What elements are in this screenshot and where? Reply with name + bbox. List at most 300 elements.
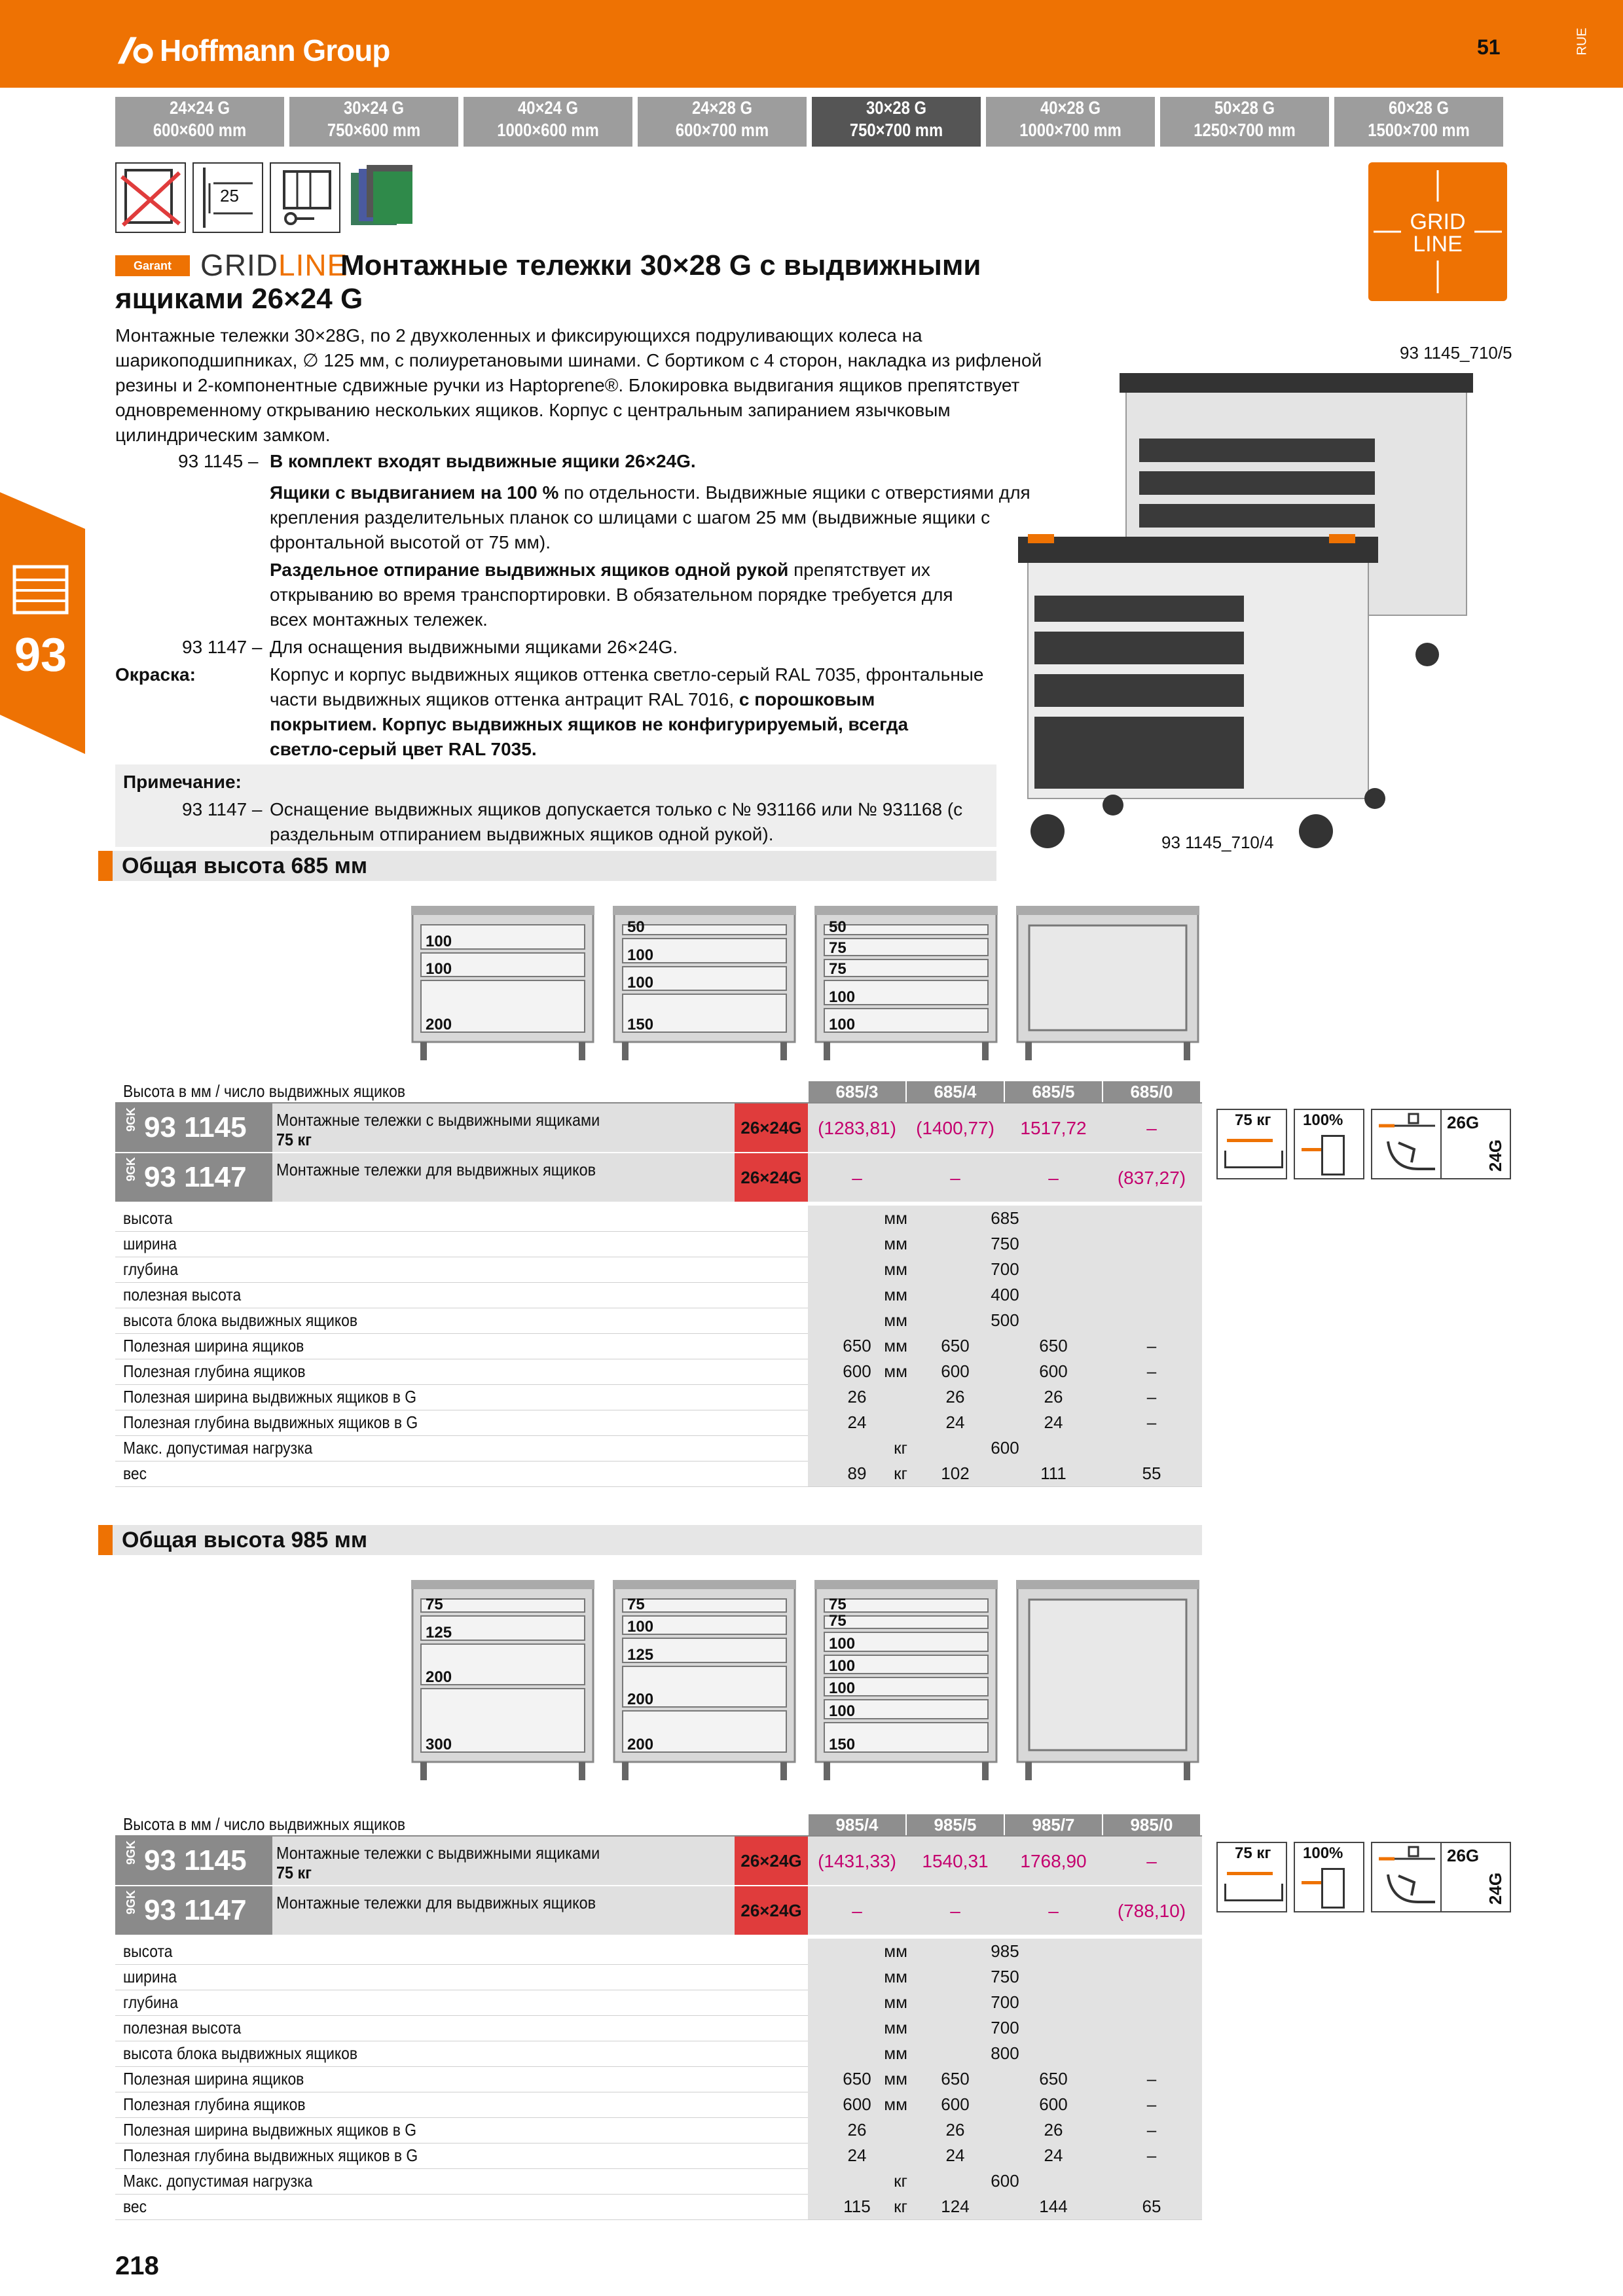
price: 1517,72	[1020, 1118, 1087, 1138]
drawer-height-label: 100	[829, 1702, 856, 1720]
spec-unit: мм	[884, 1285, 907, 1304]
spec-row	[115, 2168, 1202, 2195]
size-tab-grid: 30×24 G	[344, 98, 404, 118]
vgk-code: 9GK	[124, 1107, 138, 1132]
spec-value: 400	[991, 1285, 1019, 1304]
spec-label: высота	[123, 1941, 173, 1961]
cabinet-drawer	[622, 1595, 787, 1613]
item2-text: Для оснащения выдвижными ящиками 26×24G.	[270, 637, 678, 657]
spec-value: 600	[1039, 1361, 1068, 1381]
spec-value: 24	[847, 2145, 867, 2165]
drawer-code: 26×24G	[735, 1153, 808, 1202]
spec-value: 26	[945, 2120, 965, 2140]
chapter-number: 93	[14, 629, 67, 681]
spec-label: Макс. допустимая нагрузка	[123, 1438, 313, 1458]
price: –	[852, 1901, 862, 1921]
spec-unit: мм	[884, 1992, 907, 2012]
spec-row	[115, 1939, 1202, 1965]
description-line: одновременному открыванию нескольких ящиков. Корпус с центральным запиранием язычковым	[115, 400, 951, 420]
spec-label: глубина	[123, 1259, 179, 1279]
item1-p1-l2: крепления разделительных планок со шлицами с шагом 25 мм (выдвижные ящики с	[270, 507, 991, 528]
spec-unit: мм	[884, 1208, 907, 1228]
paint-l2	[270, 687, 875, 712]
product-row[interactable]	[115, 1103, 1202, 1153]
item2-ref: 93 1147 –	[182, 637, 263, 657]
drawer-height-label: 150	[627, 1016, 654, 1033]
product-name-l1: Монтажные тележки с выдвижными ящиками	[276, 1110, 600, 1130]
spec-label: вес	[123, 2197, 147, 2216]
drawer-height-label: 100	[426, 932, 452, 950]
drawer-code: 26×24G	[735, 1886, 808, 1935]
spec-value: 600	[991, 1438, 1019, 1458]
grid-pitch-value: 25	[220, 186, 239, 206]
spec-value: 24	[945, 1412, 965, 1432]
spec-value: 650	[941, 2069, 970, 2089]
note-l2: раздельным отпиранием выдвижных ящиков одной рукой).	[270, 824, 774, 844]
spec-value: 985	[991, 1941, 1019, 1961]
full-extension-icon	[1294, 1842, 1364, 1912]
spec-row	[115, 1333, 1202, 1359]
spec-row	[115, 2066, 1202, 2092]
gridline-logo-a: GRID	[200, 248, 278, 282]
spec-value: 650	[843, 2069, 871, 2089]
spec-value: 24	[847, 1412, 867, 1432]
drawer-height-label: 100	[627, 946, 654, 964]
cabinet-drawer	[824, 959, 989, 977]
grid-size-icon	[1440, 1109, 1511, 1179]
spec-row	[115, 2015, 1202, 2041]
vgk-code: 9GK	[124, 1840, 138, 1865]
gridline-logo-b: LINE	[278, 248, 348, 282]
spec-label: Макс. допустимая нагрузка	[123, 2171, 313, 2191]
spec-row	[115, 1257, 1202, 1283]
load-value: 75 кг	[1235, 1111, 1271, 1129]
cabinet-drawer	[824, 1615, 989, 1630]
spec-label: Полезная глубина выдвижных ящиков в G	[123, 2145, 418, 2165]
spec-label: Полезная глубина ящиков	[123, 2094, 306, 2114]
description-line: Монтажные тележки 30×28G, по 2 двухколенных и фиксирующихся подруливающих колеса на	[115, 325, 922, 346]
color-samples-icon	[347, 162, 418, 233]
vgk-code: 9GK	[124, 1890, 138, 1915]
spec-value: 55	[1142, 1463, 1161, 1483]
item1-p2-bold: Раздельное отпирание выдвижных ящиков одной рукой	[270, 560, 789, 580]
spec-value: 26	[1044, 1387, 1063, 1407]
item1-p1	[270, 480, 1030, 505]
item1-p2-rest: препятствует их	[788, 560, 930, 580]
drawer-height-label: 75	[829, 1595, 847, 1613]
spec-row	[115, 2143, 1202, 2169]
brand-name: Hoffmann Group	[160, 33, 390, 67]
spec-value: 700	[991, 1259, 1019, 1279]
price: (1400,77)	[916, 1118, 994, 1138]
drawer-height-label: 75	[426, 1595, 443, 1613]
size-tab-mm: 1500×700 mm	[1368, 120, 1470, 140]
size-tab[interactable]	[1334, 97, 1503, 147]
spec-value: 24	[945, 2145, 965, 2165]
spec-row	[115, 1282, 1202, 1308]
spec-value: 600	[941, 2094, 970, 2114]
product-title-line2: ящиками 26×24 G	[115, 283, 363, 315]
drawer-height-label: 100	[829, 1016, 856, 1033]
spec-row	[115, 1308, 1202, 1334]
hoffmann-logo-icon	[115, 34, 155, 67]
spec-unit: мм	[884, 1234, 907, 1253]
drawer-height-label: 150	[829, 1736, 856, 1753]
spec-label: высота блока выдвижных ящиков	[123, 1310, 358, 1330]
drawer-height-label: 50	[829, 918, 847, 937]
spec-value: 26	[945, 1387, 965, 1407]
product-row[interactable]	[115, 1153, 1202, 1203]
size-tab[interactable]	[638, 97, 807, 147]
spec-value: 124	[941, 2197, 970, 2216]
spec-value: 26	[847, 1387, 867, 1407]
spec-row	[115, 1410, 1202, 1436]
grid-size-icon	[1440, 1842, 1511, 1912]
size-tab-mm: 1000×600 mm	[497, 120, 599, 140]
load-value: 75 кг	[1235, 1844, 1271, 1862]
chapter-tab	[0, 492, 85, 754]
drawer-lock-single-icon	[1371, 1109, 1442, 1179]
drawer-height-label: 125	[627, 1645, 654, 1664]
spec-unit: кг	[894, 1438, 907, 1458]
spec-value: 650	[941, 1336, 970, 1355]
price: –	[1048, 1168, 1059, 1188]
size-tab-grid: 40×28 G	[1040, 98, 1101, 118]
size-tab[interactable]	[812, 97, 981, 147]
table-head-label: Высота в мм / число выдвижных ящиков	[123, 1081, 406, 1101]
price: (788,10)	[1117, 1901, 1186, 1921]
spec-value: 600	[941, 1361, 970, 1381]
extension-box	[1321, 1868, 1345, 1909]
product-number: 93 1147	[144, 1894, 247, 1926]
garant-logo: Garant	[115, 255, 190, 276]
spec-unit: мм	[884, 1967, 907, 1986]
price: 1768,90	[1020, 1851, 1087, 1871]
item1-head: В комплект входят выдвижные ящики 26×24G.	[270, 451, 696, 471]
spec-row	[115, 1990, 1202, 2016]
product-name-l1: Монтажные тележки для выдвижных ящиков	[276, 1893, 596, 1912]
price: (837,27)	[1117, 1168, 1186, 1188]
product-name-l1: Монтажные тележки с выдвижными ящиками	[276, 1843, 600, 1863]
gridline-badge-l1: GRID	[1410, 209, 1466, 234]
load-capacity-icon	[1216, 1842, 1287, 1912]
spec-label: Полезная глубина ящиков	[123, 1361, 306, 1381]
grid-width: 26G	[1447, 1113, 1480, 1132]
drawer-height-label: 100	[426, 960, 452, 978]
product-name-l1: Монтажные тележки для выдвижных ящиков	[276, 1160, 596, 1179]
note-label: Примечание:	[123, 772, 242, 792]
size-tab-mm: 600×600 mm	[153, 120, 247, 140]
spec-value: 700	[991, 1992, 1019, 2012]
extension-arrow	[1302, 1881, 1321, 1884]
page-number-bottom: 218	[115, 2251, 159, 2280]
product-name	[276, 1110, 600, 1149]
size-tab[interactable]	[115, 97, 284, 147]
drawer-lock-single-icon	[1371, 1842, 1442, 1912]
spec-label: ширина	[123, 1967, 177, 1986]
spec-label: полезная высота	[123, 2018, 242, 2037]
column-header: 985/7	[1005, 1814, 1102, 1835]
section-title: Общая высота 985 мм	[122, 1528, 367, 1552]
product-number-cell	[115, 1103, 272, 1152]
size-tab-grid: 40×24 G	[518, 98, 578, 118]
spec-value: 800	[991, 2043, 1019, 2063]
product-name	[276, 1843, 600, 1882]
drawer-height-label: 100	[829, 1679, 856, 1698]
spec-unit: мм	[884, 1361, 907, 1381]
drawer-height-label: 75	[829, 939, 847, 958]
drawer-height-label: 200	[426, 1016, 452, 1033]
price: –	[950, 1901, 960, 1921]
product-number: 93 1145	[144, 1844, 247, 1876]
product-name-l2: 75 кг	[276, 1130, 312, 1149]
price: –	[1146, 1851, 1157, 1871]
spec-value: 24	[1044, 1412, 1063, 1432]
language-code: RUE	[1575, 27, 1590, 56]
size-tab-grid: 50×28 G	[1214, 98, 1275, 118]
load-arrow	[1227, 1872, 1273, 1875]
gridline-badge	[1368, 162, 1507, 301]
paint-label: Окраска:	[115, 664, 196, 685]
drawer-height-label: 100	[829, 988, 856, 1006]
spec-label: вес	[123, 1463, 147, 1483]
spec-value: 26	[1044, 2120, 1063, 2140]
product-number: 93 1145	[144, 1111, 247, 1143]
item1-p1-l3: фронтальной высотой от 75 мм).	[270, 532, 551, 552]
spec-value: –	[1146, 1387, 1157, 1407]
spec-label: Полезная глубина выдвижных ящиков в G	[123, 1412, 418, 1432]
drawer-lock-icon	[270, 162, 340, 233]
spec-unit: кг	[894, 2171, 907, 2191]
product-description	[115, 323, 1071, 448]
column-header: 685/5	[1005, 1081, 1102, 1102]
table-head-label: Высота в мм / число выдвижных ящиков	[123, 1814, 406, 1834]
spec-value: –	[1146, 2120, 1157, 2140]
product-name-l2: 75 кг	[276, 1863, 312, 1882]
spec-label: глубина	[123, 1992, 179, 2012]
product-title: Монтажные тележки 30×28 G с выдвижными	[340, 249, 981, 281]
spec-unit: мм	[884, 2094, 907, 2114]
column-header: 685/4	[907, 1081, 1004, 1102]
size-tab[interactable]	[1160, 97, 1329, 147]
size-tab-mm: 600×700 mm	[675, 120, 769, 140]
grid-pitch-icon	[192, 162, 263, 233]
drawer-height-label: 100	[829, 1657, 856, 1675]
spec-value: –	[1146, 1336, 1157, 1355]
spec-value: 650	[843, 1336, 871, 1355]
grid-depth: 24G	[1486, 1872, 1506, 1905]
spec-value: 102	[941, 1463, 970, 1483]
size-tab[interactable]	[986, 97, 1155, 147]
spec-unit: мм	[884, 2018, 907, 2037]
size-tab[interactable]	[464, 97, 632, 147]
spec-label: высота	[123, 1208, 173, 1228]
spec-value: 65	[1142, 2197, 1161, 2216]
image-ref-1: 93 1145_710/5	[1400, 343, 1512, 363]
section-accent	[98, 1525, 113, 1555]
drawer-code: 26×24G	[735, 1103, 808, 1152]
drawer-height-label: 100	[627, 974, 654, 992]
page-number-top: 51	[1477, 35, 1501, 59]
column-header: 985/5	[907, 1814, 1004, 1835]
spec-unit: мм	[884, 1310, 907, 1330]
spec-value: –	[1146, 2069, 1157, 2089]
size-tab-mm: 1000×700 mm	[1019, 120, 1122, 140]
spec-row	[115, 1435, 1202, 1462]
price: –	[1048, 1901, 1059, 1921]
item1-p2-l2: открыванию во время транспортировки. В обязательном порядке требуется для	[270, 584, 953, 605]
cabinet-drawer	[622, 924, 787, 935]
item1-p2-l3: всех монтажных тележек.	[270, 609, 488, 630]
section-header	[98, 851, 996, 881]
product-number: 93 1147	[144, 1161, 247, 1193]
spec-value: 750	[991, 1967, 1019, 1986]
grid-depth: 24G	[1486, 1139, 1506, 1172]
spec-value: –	[1146, 2145, 1157, 2165]
drawer-height-label: 75	[627, 1595, 645, 1613]
drawer-height-label: 200	[627, 1736, 654, 1753]
drawer-height-label: 100	[627, 1618, 654, 1636]
product-name	[276, 1160, 596, 1179]
product-number-cell	[115, 1886, 272, 1935]
extension-arrow	[1302, 1148, 1321, 1151]
section-header	[98, 1525, 1202, 1555]
spec-value: 26	[847, 2120, 867, 2140]
spec-label: Полезная ширина выдвижных ящиков в G	[123, 1387, 417, 1407]
column-header: 985/0	[1103, 1814, 1200, 1835]
cabinet-diagram	[1016, 906, 1199, 1063]
spec-value: –	[1146, 1361, 1157, 1381]
spec-value: 600	[843, 1361, 871, 1381]
item1-p1-rest: по отдельности. Выдвижные ящики с отверстиями для	[558, 482, 1030, 503]
description-line: шарикоподшипниках, ∅ 125 мм, с полиуретановыми шинами. С бортиком с 4 сторон, накладка из рифленой	[115, 350, 1042, 370]
drawer-height-label: 200	[426, 1668, 452, 1687]
load-tray	[1224, 1884, 1283, 1901]
product-photo	[1008, 353, 1512, 877]
spec-value: 89	[847, 1463, 867, 1483]
spec-value: 700	[991, 2018, 1019, 2037]
spec-row	[115, 2194, 1202, 2220]
spec-row	[115, 1231, 1202, 1257]
drawer-height-label: 125	[426, 1623, 452, 1641]
spec-row	[115, 1206, 1202, 1232]
spec-row	[115, 1359, 1202, 1385]
size-tab-grid: 24×24 G	[170, 98, 230, 118]
cabinet-drawer	[824, 938, 989, 956]
load-arrow	[1227, 1139, 1273, 1142]
spec-label: высота блока выдвижных ящиков	[123, 2043, 358, 2063]
extension-value: 100%	[1303, 1111, 1343, 1129]
load-tray	[1224, 1151, 1283, 1168]
paint-l2b: с порошковым	[739, 689, 875, 709]
load-capacity-icon	[1216, 1109, 1287, 1179]
size-tab-mm: 750×700 mm	[849, 120, 943, 140]
price: –	[950, 1168, 960, 1188]
spec-unit: мм	[884, 2069, 907, 2089]
spec-value: 650	[1039, 1336, 1068, 1355]
item1-ref: 93 1145 –	[178, 451, 259, 471]
spec-value: 115	[843, 2197, 871, 2216]
spec-value: 500	[991, 1310, 1019, 1330]
description-line: резины и 2-компонентные сдвижные ручки из Haptoprene®. Блокировка выдвигания ящиков препятствует	[115, 375, 1020, 395]
spec-row	[115, 2092, 1202, 2118]
drawer-height-label: 100	[829, 1634, 856, 1653]
price: –	[852, 1168, 862, 1188]
product-number-cell	[115, 1153, 272, 1202]
spec-label: Полезная ширина выдвижных ящиков в G	[123, 2120, 417, 2140]
column-header: 685/0	[1103, 1081, 1200, 1102]
grid-width: 26G	[1447, 1846, 1480, 1865]
spec-value: 685	[991, 1208, 1019, 1228]
spec-label: Полезная ширина ящиков	[123, 2069, 304, 2089]
gridline-badge-l2: LINE	[1413, 232, 1463, 257]
cabinet-drawer	[824, 924, 989, 935]
spec-label: ширина	[123, 1234, 177, 1253]
paint-l2a: части выдвижных ящиков оттенка антрацит RAL 7016,	[270, 689, 739, 709]
spec-value: 111	[1040, 1463, 1067, 1483]
size-tab-grid: 60×28 G	[1389, 98, 1449, 118]
drawer-height-label: 75	[829, 960, 847, 978]
spec-unit: мм	[884, 2043, 907, 2063]
spec-unit: кг	[894, 2197, 907, 2216]
section-accent	[98, 851, 113, 881]
gridline-logo	[200, 247, 348, 283]
spec-row	[115, 2041, 1202, 2067]
column-header: 985/4	[809, 1814, 905, 1835]
no-stacking-icon	[115, 162, 186, 233]
cabinet-drawer	[420, 1595, 585, 1613]
column-header: 685/3	[809, 1081, 905, 1102]
size-tab-mm: 750×600 mm	[327, 120, 421, 140]
spec-value: 600	[991, 2171, 1019, 2191]
item1-p1-bold: Ящики с выдвиганием на 100 %	[270, 482, 559, 503]
paint-l3: покрытием. Корпус выдвижных ящиков не конфигурируемый, всегда	[270, 714, 909, 734]
cabinet-diagram	[1016, 1580, 1199, 1783]
size-tab[interactable]	[289, 97, 458, 147]
note-l1: Оснащение выдвижных ящиков допускается только с № 931166 или № 931168 (с	[270, 799, 963, 819]
price: –	[1146, 1118, 1157, 1138]
drawer-height-label: 75	[829, 1612, 847, 1630]
product-row[interactable]	[115, 1837, 1202, 1886]
full-extension-icon	[1294, 1109, 1364, 1179]
size-tab-grid: 24×28 G	[692, 98, 752, 118]
product-row[interactable]	[115, 1886, 1202, 1936]
spec-row	[115, 1384, 1202, 1410]
size-tab-mm: 1250×700 mm	[1194, 120, 1296, 140]
price: 1540,31	[922, 1851, 989, 1871]
size-tab-grid: 30×28 G	[866, 98, 926, 118]
extension-value: 100%	[1303, 1844, 1343, 1862]
spec-row	[115, 2117, 1202, 2144]
spec-value: 600	[1039, 2094, 1068, 2114]
paint-l4: светло-серый цвет RAL 7035.	[270, 739, 537, 759]
image-ref-2: 93 1145_710/4	[1161, 833, 1274, 852]
spec-value: 650	[1039, 2069, 1068, 2089]
drawer-height-label: 50	[627, 918, 645, 937]
spec-value: 750	[991, 1234, 1019, 1253]
drawer-height-label: 300	[426, 1736, 452, 1753]
spec-value: –	[1146, 1412, 1157, 1432]
description-line: цилиндрическим замком.	[115, 425, 331, 445]
spec-unit: кг	[894, 1463, 907, 1483]
item1-p2	[270, 558, 930, 583]
spec-unit: мм	[884, 1259, 907, 1279]
spec-label: полезная высота	[123, 1285, 242, 1304]
hoffmann-logo	[115, 33, 390, 68]
paint-l1: Корпус и корпус выдвижных ящиков оттенка светло-серый RAL 7035, фронтальные	[270, 664, 984, 685]
product-number-cell	[115, 1837, 272, 1885]
price: (1431,33)	[818, 1851, 896, 1871]
